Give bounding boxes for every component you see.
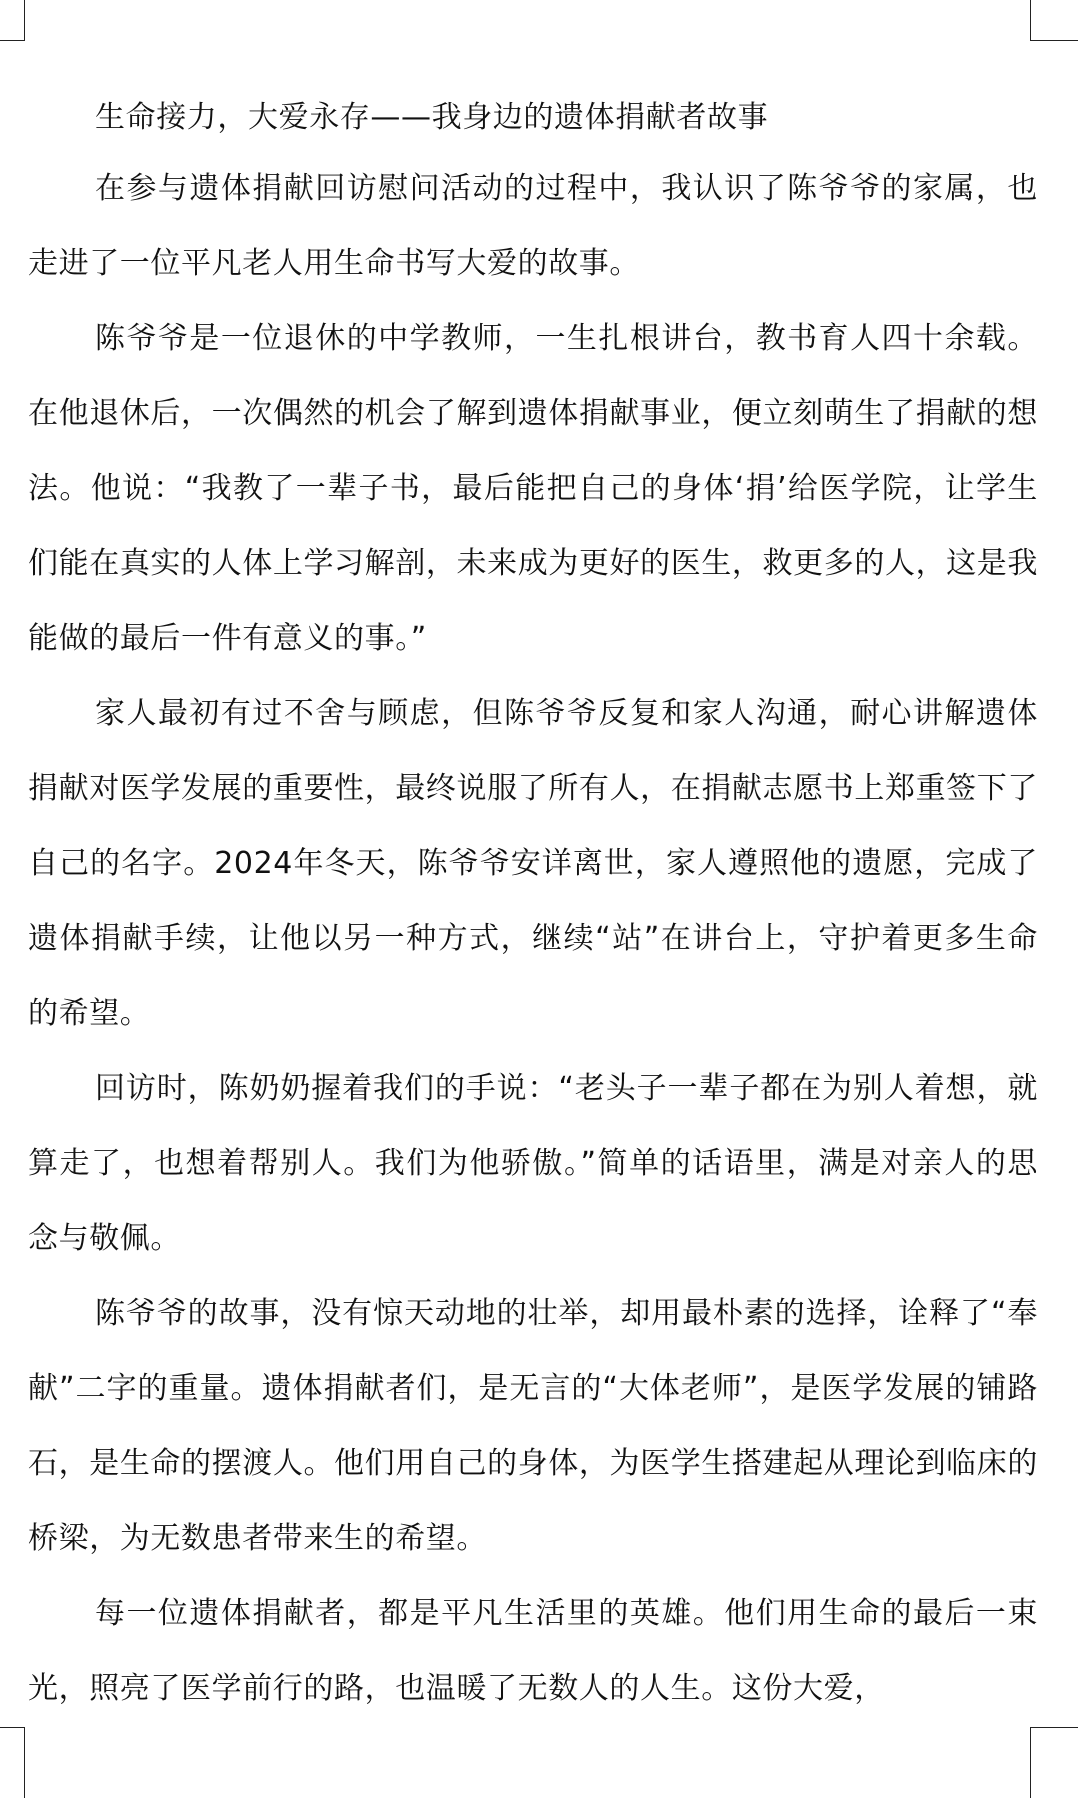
crop-mark-top-left: [0, 0, 25, 41]
document-title: 生命接力，大爱永存——我身边的遗体捐献者故事: [95, 100, 769, 135]
crop-mark-bottom-right: [1030, 1727, 1078, 1798]
paragraph-4: 回访时，陈奶奶握着我们的手说：“老头子一辈子都在为别人着想，就算走了，也想着帮别人。我们为他骄傲。”简单的话语里，满是对亲人的思念与敬佩。: [28, 1071, 1038, 1256]
crop-mark-top-right: [1030, 0, 1078, 41]
paragraph-2: 陈爷爷是一位退休的中学教师，一生扎根讲台，教书育人四十余载。在他退休后，一次偶然的机会了解到遗体捐献事业，便立刻萌生了捐献的想法。他说：“我教了一辈子书，最后能把自己的身体‘捐’给医学院，让学生们能在真实的人体上学习解剖，未来成为更好的医生，救更多的人，这是我能做的最后一件有意义的事。”: [28, 321, 1038, 656]
paragraph-5: 陈爷爷的故事，没有惊天动地的壮举，却用最朴素的选择，诠释了“奉献”二字的重量。遗体捐献者们，是无言的“大体老师”，是医学发展的铺路石，是生命的摆渡人。他们用自己的身体，为医学生搭建起从理论到临床的桥梁，为无数患者带来生的希望。: [28, 1296, 1038, 1556]
paragraph-6: 每一位遗体捐献者，都是平凡生活里的英雄。他们用生命的最后一束光，照亮了医学前行的路，也温暖了无数人的人生。这份大爱，: [28, 1596, 1038, 1706]
paragraph-1: 在参与遗体捐献回访慰问活动的过程中，我认识了陈爷爷的家属，也走进了一位平凡老人用生命书写大爱的故事。: [28, 171, 1038, 281]
document-body: [28, 90, 1038, 1726]
crop-mark-bottom-left: [0, 1727, 25, 1798]
paragraph-3: 家人最初有过不舍与顾虑，但陈爷爷反复和家人沟通，耐心讲解遗体捐献对医学发展的重要性，最终说服了所有人，在捐献志愿书上郑重签下了自己的名字。2024年冬天，陈爷爷安详离世，家人遵照他的遗愿，完成了遗体捐献手续，让他以另一种方式，继续“站”在讲台上，守护着更多生命的希望。: [28, 696, 1038, 1031]
